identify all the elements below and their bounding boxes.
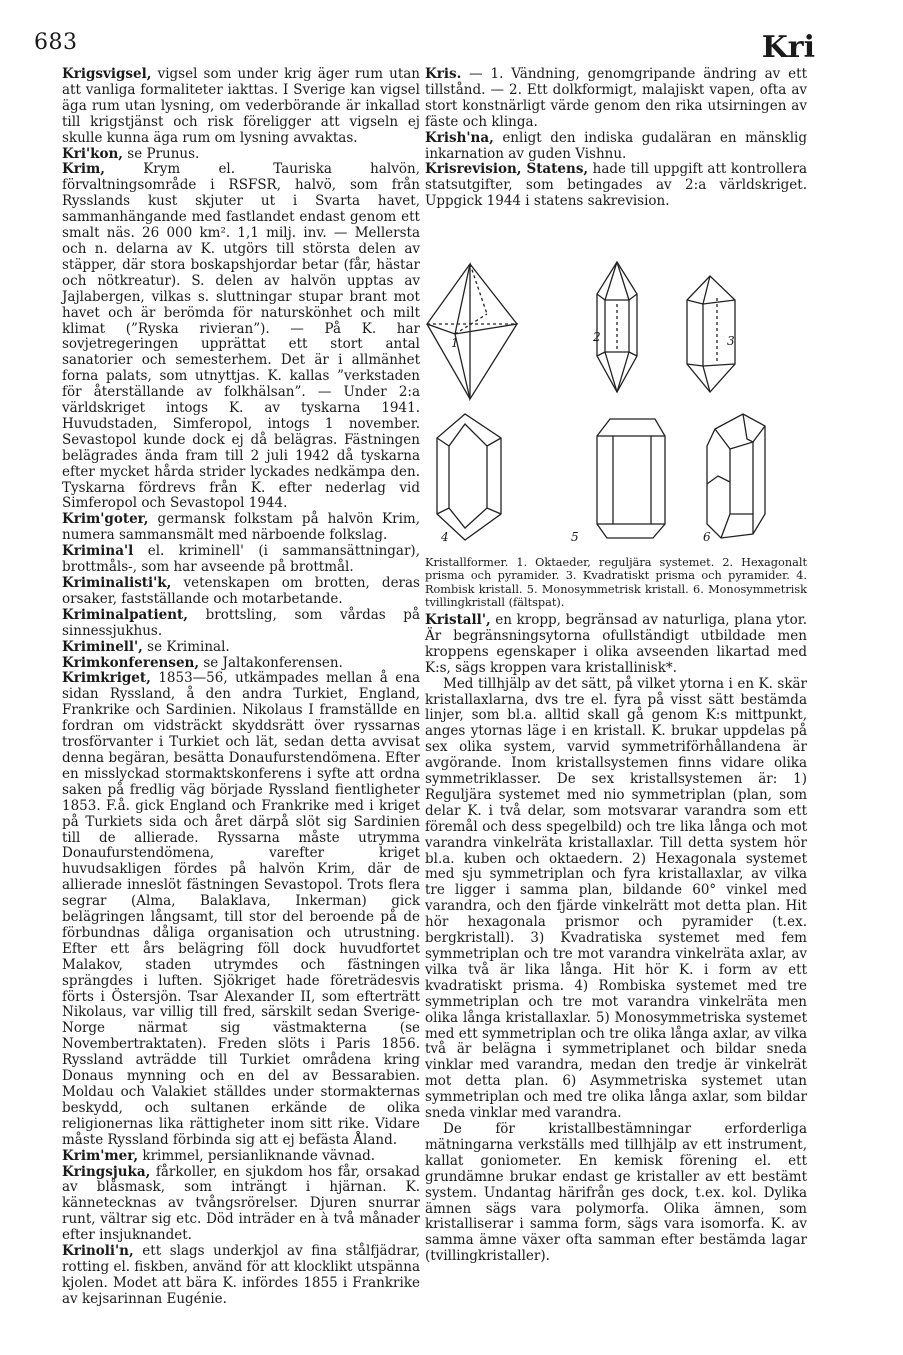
dictionary-entry [62,67,420,147]
figure-number: 6 [703,530,711,545]
dictionary-entry [62,147,420,163]
dictionary-entry [62,671,420,1148]
dictionary-entry [425,131,807,163]
entry-text: el. kriminell' (i sammansättningar), brottmåls-, som har avseende på brottmål. [62,543,420,576]
entry-headword: Kriminalpatient, [62,606,188,623]
dictionary-entry [62,162,420,512]
octahedron-drawing [427,264,517,399]
entry-text: se Prunus. [122,145,200,162]
entry-headword: Krim, [62,161,105,178]
dictionary-entry [425,67,807,131]
monosymmetric-crystal-drawing [597,419,665,538]
entry-text: se Kriminal. [142,638,230,655]
entry-text: se Jaltakonferensen. [199,654,343,671]
figure-caption: Kristallformer. 1. Oktaeder, reguljära systemet. 2. Hexagonalt prisma och pyramider. 3. Kvadratiskt prisma och pyramider. 4. Rombisk kristall. 5. Monosymmetrisk kristall. 6. Monosymmetrisk tvillingkristall (fältspat). [425,556,807,609]
entry-text: Med tillhjälp av det sätt, på vilket ytorna i en K. skär kristallaxlarna, dvs tre el. fyra på visst sätt bestämda linjer, som bl.a. alltid skall gå genom K:s mittpunkt, anges ytornas läge i en kristall. K. brukar uppdelas på sex olika system, varvid symmetriförhållandena är avgörande. Inom kristallsystemen finns vidare olika symmetriklasser. De sex kristallsystemen är: 1) Reguljära systemet med nio symmetriplan (plan, som delar K. i två delar, som motsvarar varandra som ett föremål och dess spegelbild) och tre lika långa och mot varandra vinkelräta kristallaxlar. Till detta system hör bl.a. kuben och oktaedern. 2) Hexagonala systemet med sju symmetriplan och fyra kristallaxlar, av vilka tre ligger i samma plan, bildande 60° vinkel med varandra, och den fjärde vinkelrätt mot detta plan. Hit hör hexagonala prismor och pyramider (t.ex. bergkristall). 3) Kvadratiska systemet med fem symmetriplan och tre mot varandra vinkelräta axlar, av vilka två är lika långa. Hit hör K. i form av ett kvadratiskt prisma. 4) Rombiska systemet med tre symmetriplan och tre mot varandra vinkelräta men olika långa kristallaxlar. 5) Monosymmetriska systemet med ett symmetriplan och tre olika långa axlar, av vilka två är belägna i symmetriplanet och bildar sneda vinklar med varandra, medan den tredje är vinkelrät mot detta plan. 6) Asymmetriska systemet utan symmetriplan och med tre olika långa axlar, som bildar sneda vinklar med varandra. [425,675,807,1122]
dictionary-entry [62,1244,420,1308]
dictionary-entry [62,544,420,576]
entry-headword: Kringsjuka, [62,1163,151,1180]
left-column [62,67,420,1308]
entry-headword: Krish'na, [425,129,494,146]
entry-headword: Krimkonferensen, [62,654,200,671]
entry-headword: Krimkriget, [62,670,151,687]
entry-text: vetenskapen om brotten, deras orsaker, fastställande och motarbetande. [62,575,420,607]
entry-headword: Krim'goter, [62,511,149,528]
entry-headword: Kristall', [425,611,491,628]
dictionary-entry [62,1149,420,1165]
entry-text: krimmel, persianliknande vävnad. [138,1147,376,1164]
entry-text: 1853—56, utkämpades mellan å ena sidan Ryssland, å den andra Turkiet, England, Frankrike och Sardinien. Nikolaus I framställde en fordran om vidsträckt skyddsrätt över ryssarnas trosförvanter i Turkiet och lät, sedan detta avvisat denna begäran, besätta Donaufurstendömena. Efter en misslyckad stormaktskonferens i syfte att ordna saken på fredlig väg började Ryssland fientligheter 1853. F.å. gick England och Frankrike med i kriget på Turkiets sida och året därpå slöt sig Sardinien till de allierade. Ryssarna måste utrymma Donaufurstendömena, varefter kriget huvudsakligen fördes på halvön Krim, där de allierade inneslöt fästningen Sevastopol. Trots flera segrar (Alma, Balaklava, Inkerman) gick belägringen långsamt, till stor del beroende på de förbundnas dåliga organisation och utrustning. Efter ett års belägring föll dock huvudfortet Malakov, staden utrymdes och fästningen sprängdes i luften. Sjökriget hade företrädesvis förts i Östersjön. Tsar Alexander II, som efterträtt Nikolaus, var villig till fred, särskilt sedan Sverige-Norge närmat sig västmakterna (se Novembertraktaten). Freden slöts i Paris 1856. Ryssland avträdde till Turkiet områdena kring Donaus mynning och en del av Bessarabien. Moldau och Valakiet ställdes under stormakternas beskydd, och sultanen erkände de olika religionernas lika rättigheter inom sitt rike. Vidare måste Ryssland förbinda sig att ej befästa Åland. [62,670,420,1148]
dictionary-entry [62,1165,420,1245]
figure-number: 3 [727,334,735,349]
entry-headword: Kris. [425,66,462,82]
dictionary-entry [425,613,807,677]
entry-headword: Kriminell', [62,638,143,655]
hexagonal-prism-drawing [597,262,637,392]
dictionary-entry [62,576,420,608]
figure-number: 4 [441,530,449,545]
entry-text: fårkoller, en sjukdom hos får, orsakad av blåsmask, som inträngt i hjärnan. K. kännetecknas av tvångsrörelser. Djuren snurrar runt, vältrar sig etc. Död inträder en à två månader efter insjuknandet. [62,1163,420,1244]
entry-headword: Krisrevision, Statens, [425,161,589,178]
entry-headword: Krimina'l [62,543,134,560]
dictionary-entry [62,608,420,640]
entry-text: vigsel som under krig äger rum utan att vanliga formaliteter iakttas. I Sverige kan vigsel äga rum utan lysning, om vederbörande är inkallad till krigstjänst och risk föreligger att vigseln ej skulle kunna äga rum om lysning avvaktas. [62,66,420,146]
rhombic-crystal-drawing [437,414,501,540]
dictionary-entry [425,162,807,210]
dictionary-entry [425,1122,807,1265]
dictionary-entry [425,677,807,1122]
dictionary-entry [62,512,420,544]
running-head: Kri [761,30,815,65]
twin-crystal-drawing [707,414,765,538]
entry-headword: Kriminalisti'k, [62,575,172,591]
crystal-figure [425,214,807,554]
entry-text: en kropp, begränsad av naturliga, plana ytor. Är begränsningsytorna ofullständigt utbildade men kroppens egenskaper i olika avseenden likartad med K:s, sägs kroppen vara kristallinisk*. [425,611,807,676]
page-number: 683 [34,30,78,55]
entry-headword: Kri'kon, [62,145,123,162]
entry-text: ett slags underkjol av fina stålfjädrar, rotting el. fiskben, använd för att klocklikt utspänna kjolen. Modet att bära K. infördes 1855 i Frankrike av kejsarinnan Eugénie. [62,1243,420,1307]
entry-headword: Krigsvigsel, [62,66,152,82]
right-column [425,67,807,1265]
entry-text: enligt den indiska gudaläran en mänsklig inkarnation av guden Vishnu. [425,129,807,162]
crystal-drawings [425,214,807,554]
entry-text: De för kristallbestämningar erforderliga mätningarna verkställs med tillhjälp av ett instrument, kallat goniometer. En kemisk förening el. ett grundämne brukar endast ge kristaller av ett bestämt system. Undantag härifrån ges dock, t.ex. kol. Dylika ämnen sägs vara polymorfa. Olika ämnen, som kristalliserar i samma form, sägs vara isomorfa. K. av samma ämne växer ofta samman efter bestämda lagar (tvillingkristaller). [425,1120,807,1265]
entry-text: hade till uppgift att kontrollera statsutgifter, som betingades av 2:a världskriget. Uppgick 1944 i statens sakrevision. [425,161,807,210]
figure-number: 5 [571,530,579,545]
entry-text: — 1. Vändning, genomgripande ändring av ett tillstånd. — 2. Ett dolkformigt, malajiskt vapen, ofta av stort konstnärligt värde genom den rika utsirningen av fäste och klinga. [425,66,807,130]
entry-headword: Krinoli'n, [62,1243,134,1260]
entry-text: Krym el. Tauriska halvön, förvaltningsområde i RSFSR, halvö, som från Rysslands kust skjuter ut i Svarta havet, sammanhängande med fastlandet endast genom ett smalt näs. 26 000 km². 1,1 milj. inv. — Mellersta och n. delarna av K. utgörs till största delen av stäpper, där stora boskapshjordar betar (får, hästar och nötkreatur). S. delen av halvön upptas av Jajlabergen, vilkas s. sluttningar stupar brant mot havet och är berömda för naturskönhet och milt klimat (”Ryska rivieran”). — På K. har sovjetregeringen upprättat ett stort antal sanatorier och semesterhem. Det är i allmänhet forna palats, som utnyttjas. K. kallas ”verkstaden för återställande av folkhälsan”. — Under 2:a världskriget intogs K. av tyskarna 1941. Huvudstaden, Simferopol, intogs 1 november. Sevastopol kunde dock ej då belägras. Fästningen belägrades ända fram till 2 juli 1942 då tyskarna efter mycket hårda strider lyckades nedkämpa den. Tyskarna fördrevs från K. efter nederlag vid Simferopol och Sevastopol 1944. [62,161,420,512]
figure-number: 1 [451,336,459,351]
dictionary-entry [62,656,420,672]
dictionary-entry [62,640,420,656]
figure-number: 2 [593,330,601,345]
entry-headword: Krim'mer, [62,1147,139,1164]
entry-text: brottsling, som vårdas på sinnessjukhus. [62,606,420,639]
entry-text: germansk folkstam på halvön Krim, numera sammansmält med närboende folkslag. [62,511,420,544]
